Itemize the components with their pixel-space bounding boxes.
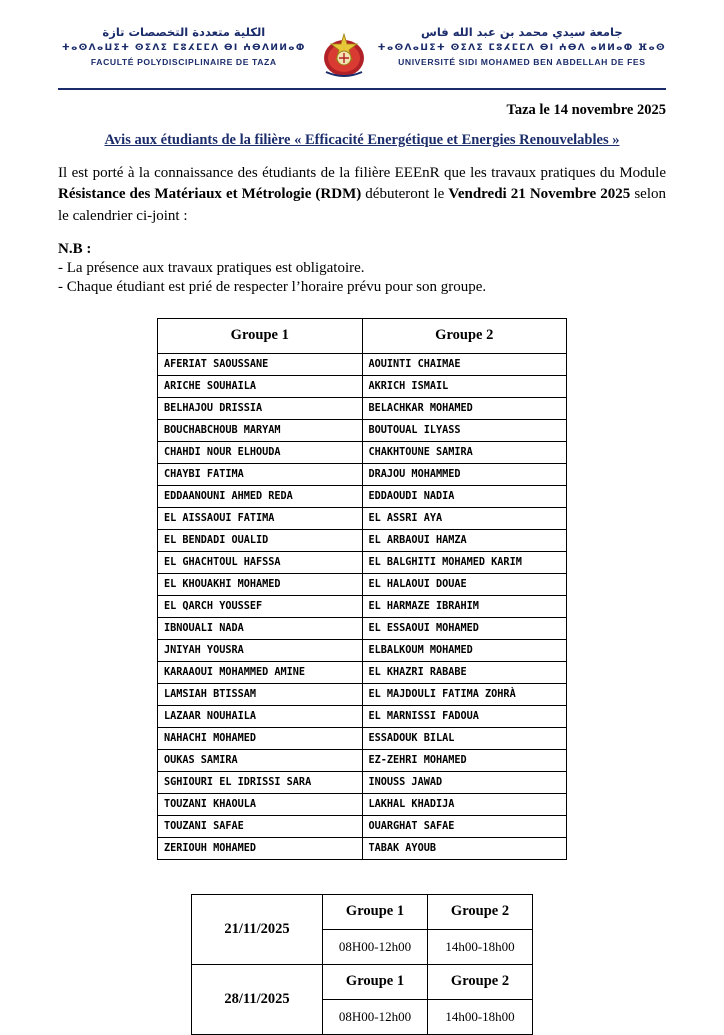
group-student-cell: TOUZANI SAFAE <box>158 815 363 837</box>
group-student-cell: EDDAANOUNI AHMED REDA <box>158 485 363 507</box>
group-student-cell: JNIYAH YOUSRA <box>158 639 363 661</box>
group-student-cell: EL MARNISSI FADOUA <box>362 705 567 727</box>
table-row <box>158 485 567 507</box>
group-student-cell: EL KHOUAKHI MOHAMED <box>158 573 363 595</box>
group-student-cell: AKRICH ISMAIL <box>362 375 567 397</box>
group-student-cell: DRAJOU MOHAMMED <box>362 463 567 485</box>
table-row <box>158 353 567 375</box>
table-row <box>192 964 533 999</box>
group-student-cell: EL KHAZRI RABABE <box>362 661 567 683</box>
table-row <box>158 463 567 485</box>
groups-header-1: Groupe 1 <box>158 318 363 353</box>
group-student-cell: EL GHACHTOUL HAFSSA <box>158 551 363 573</box>
group-student-cell: EL ARBAOUI HAMZA <box>362 529 567 551</box>
table-row <box>158 837 567 859</box>
table-row <box>158 441 567 463</box>
group-student-cell: EL AISSAOUI FATIMA <box>158 507 363 529</box>
table-row <box>158 683 567 705</box>
group-student-cell: EZ-ZEHRI MOHAMED <box>362 749 567 771</box>
group-student-cell: ESSADOUK BILAL <box>362 727 567 749</box>
nb-line-1: - La présence aux travaux pratiques est obligatoire. <box>58 259 365 276</box>
letterhead <box>58 26 666 90</box>
group-student-cell: IBNOUALI NADA <box>158 617 363 639</box>
group-student-cell: BELACHKAR MOHAMED <box>362 397 567 419</box>
table-row <box>158 661 567 683</box>
university-name-arabic: جامعة سيدي محمد بن عبد الله فاس <box>420 25 623 39</box>
groups-table <box>157 318 567 860</box>
group-student-cell: CHAKHTOUNE SAMIRA <box>362 441 567 463</box>
group-student-cell: EL HALAOUI DOUAE <box>362 573 567 595</box>
paragraph-text-1: Il est porté à la connaissance des étudiants de la filière EEEnR que les travaux pratiques du Module <box>58 165 666 181</box>
group-student-cell: AOUINTI CHAIMAE <box>362 353 567 375</box>
faculty-name-arabic: الكلية متعددة التخصصات تازة <box>102 25 266 39</box>
group-student-cell: SGHIOURI EL IDRISSI SARA <box>158 771 363 793</box>
table-row <box>158 727 567 749</box>
table-row <box>158 815 567 837</box>
page-title: Avis aux étudiants de la filière « Efficacité Energétique et Energies Renouvelables » <box>104 132 620 148</box>
table-row <box>158 397 567 419</box>
group-student-cell: EL ASSRI AYA <box>362 507 567 529</box>
group-student-cell: AFERIAT SAOUSSANE <box>158 353 363 375</box>
group-student-cell: EDDAOUDI NADIA <box>362 485 567 507</box>
university-name-tifinagh: ⵜⴰⵙⴷⴰⵡⵉⵜ ⵙⵉⴷⵉ ⵎⵓⵃⵎⵎⴷ ⴱⵏ ⵄⴱⴷ ⴰⵍⵍⴰⵀ ⴼⴰⵙ <box>377 42 666 53</box>
table-row <box>158 507 567 529</box>
table-row <box>158 529 567 551</box>
table-row <box>158 595 567 617</box>
table-row <box>158 573 567 595</box>
group-student-cell: CHAYBI FATIMA <box>158 463 363 485</box>
group-student-cell: BOUTOUAL ILYASS <box>362 419 567 441</box>
university-name-french: UNIVERSITÉ SIDI MOHAMED BEN ABDELLAH DE FES <box>398 57 646 68</box>
group-student-cell: EL BALGHITI MOHAMED KARIM <box>362 551 567 573</box>
notice-paragraph <box>58 163 666 227</box>
group-student-cell: EL HARMAZE IBRAHIM <box>362 595 567 617</box>
nb-label: N.B : <box>58 240 92 257</box>
faculty-name-tifinagh: ⵜⴰⵙⴷⴰⵡⵉⵜ ⵙⵉⴷⵉ ⵎⵓⵃⵎⵎⴷ ⴱⵏ ⵄⴱⴷⵍⵍⴰⵀ <box>61 42 306 53</box>
group-student-cell: EL BENDADI OUALID <box>158 529 363 551</box>
table-row <box>158 617 567 639</box>
table-row <box>158 705 567 727</box>
faculty-name-french: FACULTÉ POLYDISCIPLINAIRE DE TAZA <box>90 57 277 68</box>
groups-table-wrapper <box>58 318 666 860</box>
group-student-cell: CHAHDI NOUR ELHOUDA <box>158 441 363 463</box>
group-student-cell: ARICHE SOUHAILA <box>158 375 363 397</box>
start-date: Vendredi 21 Novembre 2025 <box>448 186 631 203</box>
schedule-group-header-1-1: Groupe 1 <box>323 894 428 929</box>
schedule-time-1-2: 14h00-18h00 <box>428 929 533 964</box>
schedule-date-1: 21/11/2025 <box>192 894 323 964</box>
group-student-cell: TOUZANI KHAOULA <box>158 793 363 815</box>
letterhead-left <box>58 26 310 67</box>
groups-header-2: Groupe 2 <box>362 318 567 353</box>
table-row <box>158 551 567 573</box>
schedule-group-header-2-1: Groupe 1 <box>323 964 428 999</box>
document-date: Taza le 14 novembre 2025 <box>506 102 666 118</box>
module-name: Résistance des Matériaux et Métrologie (RDM) <box>58 186 362 203</box>
table-row <box>192 894 533 929</box>
group-student-cell: EL ESSAOUI MOHAMED <box>362 617 567 639</box>
group-student-cell: INOUSS JAWAD <box>362 771 567 793</box>
schedule-group-header-1-2: Groupe 2 <box>428 894 533 929</box>
group-student-cell: BOUCHABCHOUB MARYAM <box>158 419 363 441</box>
university-crest-icon <box>316 28 372 84</box>
group-student-cell: EL MAJDOULI FATIMA ZOHRÀ <box>362 683 567 705</box>
group-student-cell: ZERIOUH MOHAMED <box>158 837 363 859</box>
group-student-cell: BELHAJOU DRISSIA <box>158 397 363 419</box>
groups-table-body <box>158 353 567 859</box>
group-student-cell: LAKHAL KHADIJA <box>362 793 567 815</box>
table-row <box>158 749 567 771</box>
table-row <box>158 375 567 397</box>
group-student-cell: LAZAAR NOUHAILA <box>158 705 363 727</box>
group-student-cell: OUARGHAT SAFAE <box>362 815 567 837</box>
group-student-cell: ELBALKOUM MOHAMED <box>362 639 567 661</box>
table-row <box>158 771 567 793</box>
schedule-date-2: 28/11/2025 <box>192 964 323 1034</box>
paragraph-text-3: selon le calendrier ci-joint : <box>58 186 666 224</box>
groups-header-row <box>158 318 567 353</box>
table-row <box>158 793 567 815</box>
schedule-time-2-2: 14h00-18h00 <box>428 999 533 1034</box>
paragraph-text-2: débuteront le <box>361 186 449 203</box>
schedule-group-header-2-2: Groupe 2 <box>428 964 533 999</box>
group-student-cell: TABAK AYOUB <box>362 837 567 859</box>
table-row <box>158 419 567 441</box>
group-student-cell: EL QARCH YOUSSEF <box>158 595 363 617</box>
schedule-table <box>191 894 533 1035</box>
group-student-cell: KARAAOUI MOHAMMED AMINE <box>158 661 363 683</box>
table-row <box>158 639 567 661</box>
nb-line-2: - Chaque étudiant est prié de respecter l’horaire prévu pour son groupe. <box>58 278 487 295</box>
schedule-table-wrapper <box>58 894 666 1035</box>
group-student-cell: LAMSIAH BTISSAM <box>158 683 363 705</box>
group-student-cell: OUKAS SAMIRA <box>158 749 363 771</box>
schedule-time-1-1: 08H00-12h00 <box>323 929 428 964</box>
group-student-cell: NAHACHI MOHAMED <box>158 727 363 749</box>
schedule-time-2-1: 08H00-12h00 <box>323 999 428 1034</box>
letterhead-right <box>378 26 666 67</box>
